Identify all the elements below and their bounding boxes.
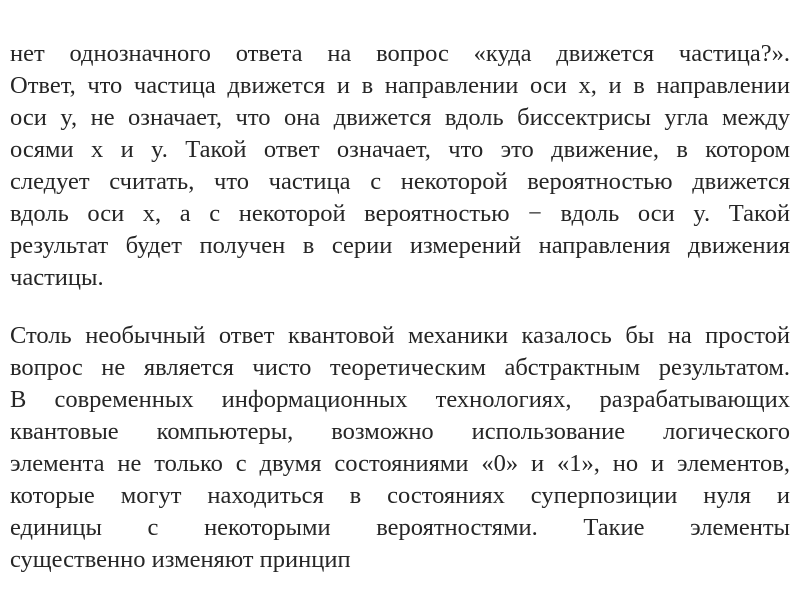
text-line: осями x и y. Такой ответ означает, что это движение, в котором (10, 136, 791, 163)
text-line: вопрос не является чисто теоретическим абстрактным результатом. (10, 354, 790, 381)
paragraph-gap (10, 294, 790, 320)
text-line: существенно изменяют принцип (10, 546, 351, 573)
text-line: нет однозначного ответа на вопрос «куда движется частица?». (10, 40, 790, 67)
text-line: вдоль оси x, а с некоторой вероятностью − вдоль оси y. Такой (10, 200, 790, 227)
text-line: В современных информационных технологиях, разрабатывающих (10, 386, 791, 413)
text-line: Ответ, что частица движется и в направлении оси x, и в направлении (10, 72, 791, 99)
text-line: которые могут находиться в состояниях суперпозиции нуля и (10, 482, 790, 509)
text-line: Столь необычный ответ квантовой механики казалось бы на простой (10, 322, 791, 349)
text-line: единицы с некоторыми вероятностями. Такие элементы (10, 514, 790, 541)
text-line: квантовые компьютеры, возможно использование логического (10, 418, 790, 445)
paragraph-1 (10, 38, 790, 294)
text-line: результат будет получен в серии измерений направления движения (10, 232, 790, 259)
paragraph-2 (10, 320, 790, 576)
text-line: оси y, не означает, что она движется вдоль биссектрисы угла между (10, 104, 791, 131)
text-line: следует считать, что частица с некоторой вероятностью движется (10, 168, 790, 195)
text-line: частицы. (10, 264, 104, 291)
text-line: элемента не только с двумя состояниями «0» и «1», но и элементов, (10, 450, 791, 477)
